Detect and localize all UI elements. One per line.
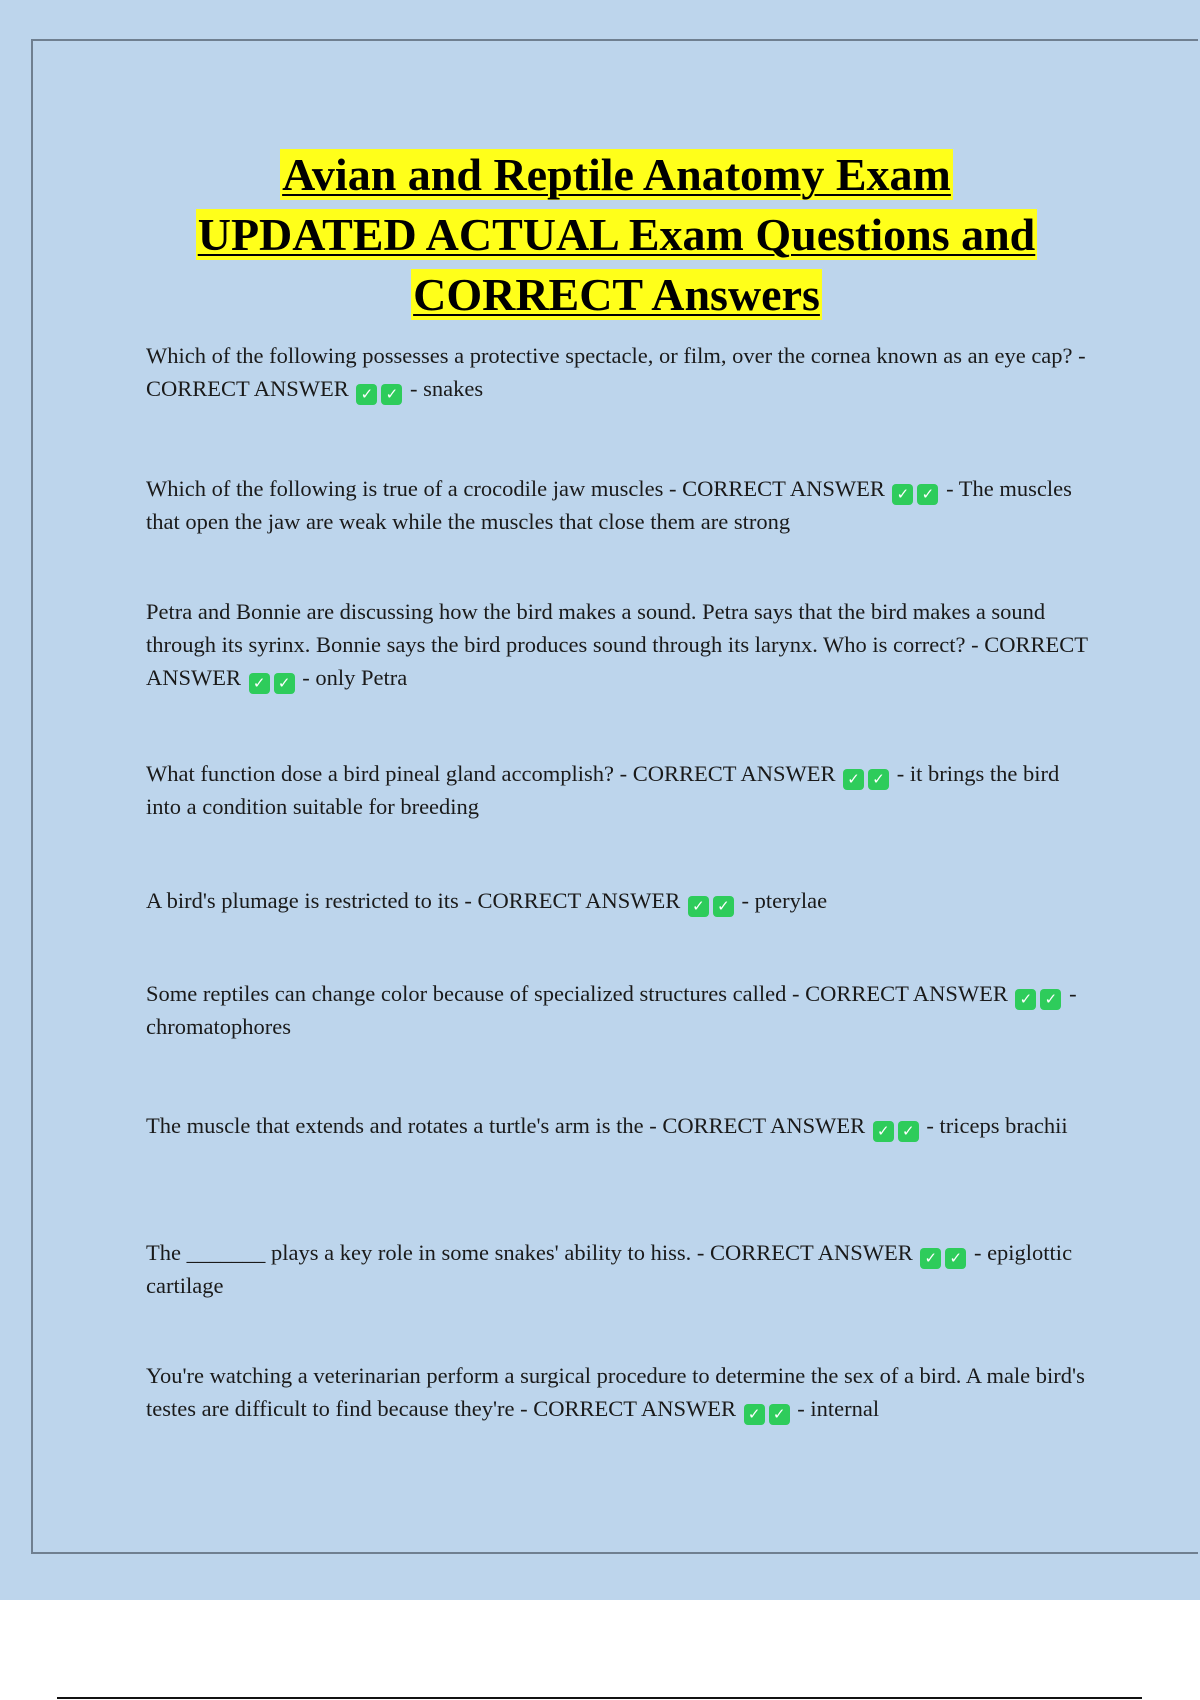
question-text: What function dose a bird pineal gland accomplish? - CORRECT ANSWER xyxy=(146,761,836,786)
question-text: A bird's plumage is restricted to its - CORRECT ANSWER xyxy=(146,888,681,913)
qa-item xyxy=(146,1359,1096,1425)
check-icon: ✓ xyxy=(713,896,734,917)
check-icon: ✓ xyxy=(898,1121,919,1142)
qa-item xyxy=(146,757,1096,823)
answer-text: - only Petra xyxy=(302,665,408,690)
check-icon: ✓ xyxy=(356,384,377,405)
question-text: Some reptiles can change color because of specialized structures called - CORRECT ANSWER xyxy=(146,981,1008,1006)
question-text: Petra and Bonnie are discussing how the bird makes a sound. Petra says that the bird makes a sound through its syrinx. Bonnie says the bird produces sound through its larynx. Who is correct? - CORRECT ANSWER xyxy=(146,599,1088,690)
answer-text: - snakes xyxy=(410,376,484,401)
bottom-rule xyxy=(57,1697,1142,1699)
qa-item xyxy=(146,472,1096,538)
question-text: The muscle that extends and rotates a turtle's arm is the - CORRECT ANSWER xyxy=(146,1113,866,1138)
title-line-3: CORRECT Answers xyxy=(413,269,820,320)
question-text: You're watching a veterinarian perform a surgical procedure to determine the sex of a bird. A male bird's testes are difficult to find because they're - CORRECT ANSWER xyxy=(146,1363,1085,1421)
qa-item xyxy=(146,977,1096,1043)
check-icon: ✓ xyxy=(920,1248,941,1269)
check-icon: ✓ xyxy=(873,1121,894,1142)
check-icon: ✓ xyxy=(945,1248,966,1269)
check-icon: ✓ xyxy=(688,896,709,917)
check-icon: ✓ xyxy=(868,769,889,790)
document-title xyxy=(100,145,1133,325)
check-icon: ✓ xyxy=(892,484,913,505)
answer-text: - The muscles that open the jaw are weak while the muscles that close them are strong xyxy=(146,476,1072,534)
question-text: The _______ plays a key role in some snakes' ability to hiss. - CORRECT ANSWER xyxy=(146,1240,913,1265)
check-icon: ✓ xyxy=(917,484,938,505)
question-text: Which of the following possesses a protective spectacle, or film, over the cornea known as an eye cap? - CORRECT ANSWER xyxy=(146,343,1086,401)
answer-text: - pterylae xyxy=(741,888,828,913)
check-icon: ✓ xyxy=(274,673,295,694)
check-icon: ✓ xyxy=(769,1404,790,1425)
answer-text: - chromatophores xyxy=(146,981,1077,1039)
answer-text: - epiglottic cartilage xyxy=(146,1240,1073,1298)
check-icon: ✓ xyxy=(249,673,270,694)
qa-item xyxy=(146,595,1096,694)
check-icon: ✓ xyxy=(1015,989,1036,1010)
title-line-1: Avian and Reptile Anatomy Exam xyxy=(282,149,951,200)
answer-text: - it brings the bird into a condition suitable for breeding xyxy=(146,761,1060,819)
answer-text: - triceps brachii xyxy=(926,1113,1068,1138)
answer-text: - internal xyxy=(797,1396,880,1421)
check-icon: ✓ xyxy=(381,384,402,405)
qa-item xyxy=(146,884,1096,917)
question-text: Which of the following is true of a crocodile jaw muscles - CORRECT ANSWER xyxy=(146,476,885,501)
check-icon: ✓ xyxy=(744,1404,765,1425)
qa-item xyxy=(146,1236,1096,1302)
title-line-2: UPDATED ACTUAL Exam Questions and xyxy=(197,209,1036,260)
check-icon: ✓ xyxy=(843,769,864,790)
qa-item xyxy=(146,339,1096,405)
check-icon: ✓ xyxy=(1040,989,1061,1010)
qa-item xyxy=(146,1109,1096,1142)
